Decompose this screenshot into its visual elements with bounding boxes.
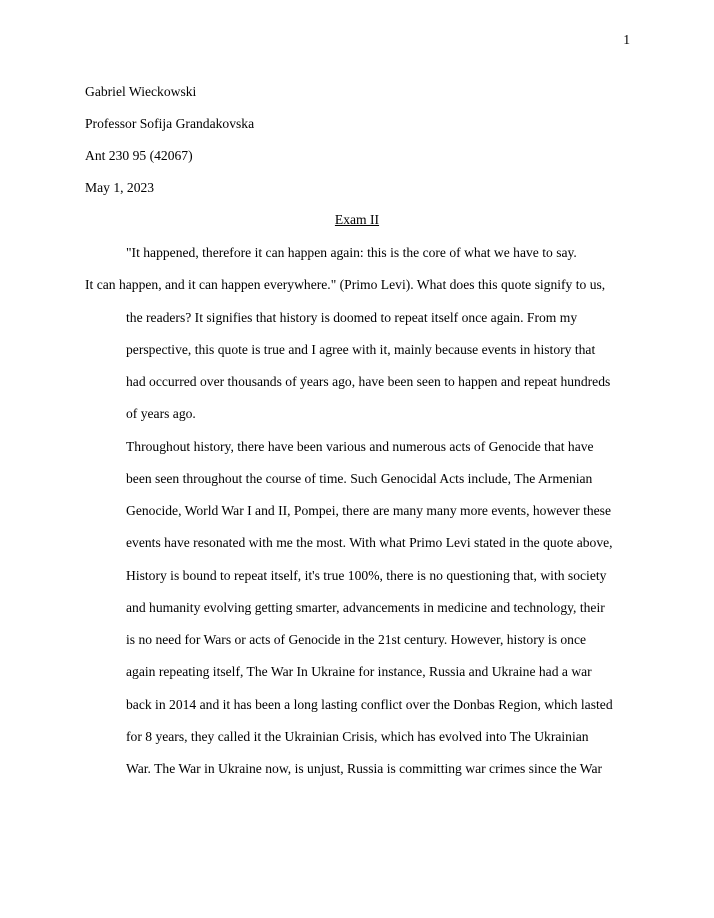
body-line: events have resonated with me the most. With what Primo Levi stated in the quote above, — [126, 535, 613, 550]
page-number: 1 — [623, 32, 630, 47]
body-line: had occurred over thousands of years ago, have been seen to happen and repeat hundreds — [126, 374, 611, 389]
document-title — [0, 212, 714, 228]
body-line: for 8 years, they called it the Ukrainian Crisis, which has evolved into The Ukrainian — [126, 729, 589, 744]
body-line: of years ago. — [126, 406, 196, 421]
body-line: perspective, this quote is true and I agree with it, mainly because events in history that — [126, 342, 596, 357]
document-date: May 1, 2023 — [85, 180, 155, 195]
body-line: "It happened, therefore it can happen again: this is the core of what we have to say. — [126, 245, 577, 260]
course-code: Ant 230 95 (42067) — [85, 148, 193, 163]
body-line: back in 2014 and it has been a long lasting conflict over the Donbas Region, which lasted — [126, 697, 613, 712]
document-title-text: Exam II — [334, 212, 380, 227]
body-line: again repeating itself, The War In Ukraine for instance, Russia and Ukraine had a war — [126, 664, 592, 679]
body-line: War. The War in Ukraine now, is unjust, Russia is committing war crimes since the War — [126, 761, 603, 776]
author-name: Gabriel Wieckowski — [85, 84, 197, 99]
body-line: Genocide, World War I and II, Pompei, there are many many more events, however these — [126, 503, 612, 518]
body-line: and humanity evolving getting smarter, advancements in medicine and technology, their — [126, 600, 605, 615]
body-line: History is bound to repeat itself, it's true 100%, there is no questioning that, with society — [126, 568, 607, 583]
body-line: It can happen, and it can happen everywhere." (Primo Levi). What does this quote signify to us, — [85, 277, 606, 292]
professor-name: Professor Sofija Grandakovska — [85, 116, 255, 131]
body-line: the readers? It signifies that history is doomed to repeat itself once again. From my — [126, 310, 578, 325]
body-line: is no need for Wars or acts of Genocide in the 21st century. However, history is once — [126, 632, 587, 647]
body-line: Throughout history, there have been various and numerous acts of Genocide that have — [126, 439, 594, 454]
body-line: been seen throughout the course of time. Such Genocidal Acts include, The Armenian — [126, 471, 593, 486]
